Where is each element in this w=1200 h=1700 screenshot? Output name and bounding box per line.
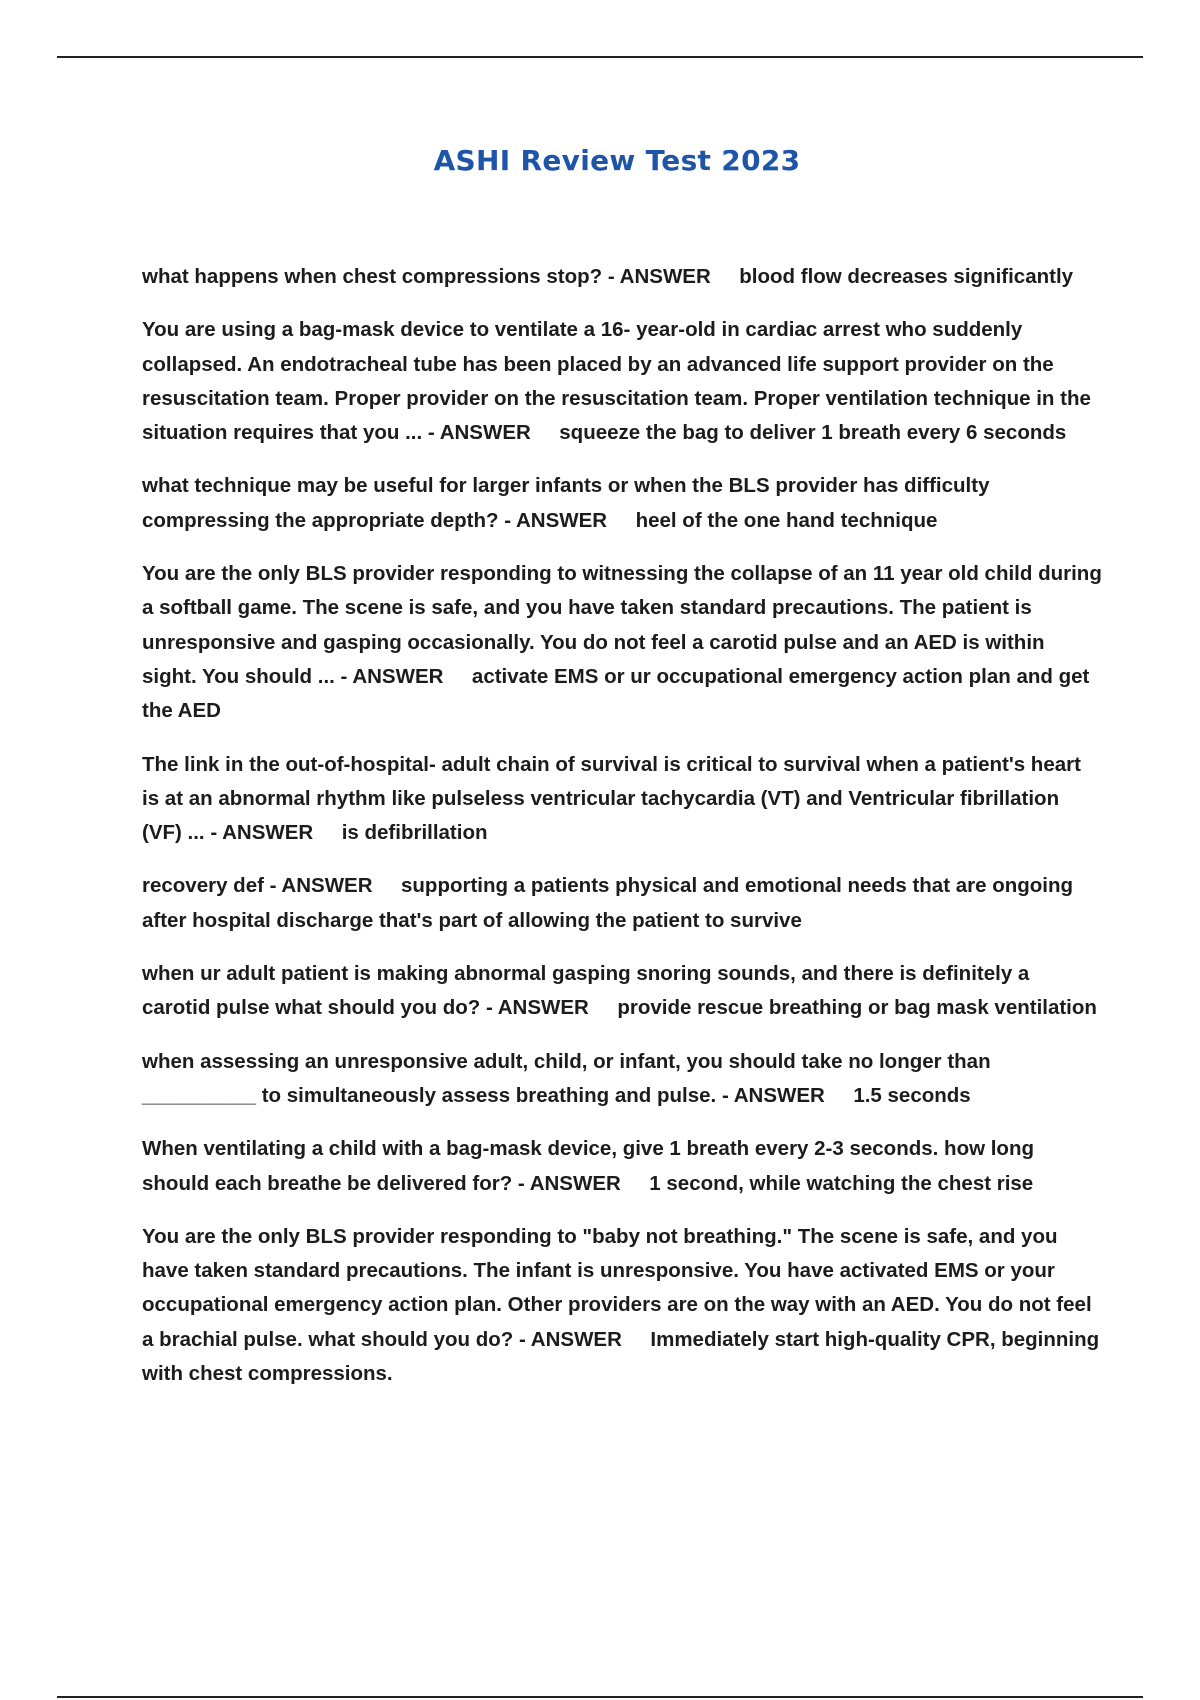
answer-marker: ANSWER [222, 821, 314, 845]
question-text: The link in the out-of-hospital- adult chain of survival is critical to survival when a patient's heart is at an abnormal rhythm like pulseless ventricular tachycardia (VT) and Ventricular fibrillation (VF) ... [142, 752, 1081, 845]
qa-item: when ur adult patient is making abnormal gasping snoring sounds, and there is definitely a carotid pulse what should you do? - ANSWER provide rescue breathing or bag mask ventilation [142, 962, 1097, 1020]
question-text: You are the only BLS provider responding to "baby not breathing." The scene is safe, and you have taken standard precautions. The infant is unresponsive. You have activated EMS or your occupational emergency action plan. Other providers are on the way with an AED. You do not feel a brachial pulse. what should you do? [142, 1224, 1092, 1351]
bottom-rule [57, 1696, 1143, 1698]
question-text: You are the only BLS provider responding to witnessing the collapse of an 11 year old child during a softball game. The scene is safe, and you have taken standard precautions. The patient is unresponsive and gasping occasionally. You do not feel a carotid pulse and an AED is within sight. You should ... [142, 562, 1102, 688]
answer-marker: ANSWER [530, 1327, 622, 1351]
qa-item: recovery def - ANSWER supporting a patients physical and emotional needs that are ongoing after hospital discharge that's part of allowing the patient to survive [142, 874, 1074, 932]
document-title: ASHI Review Test 2023 [433, 144, 801, 177]
question-text: You are using a bag-mask device to ventilate a 16- year-old in cardiac arrest who suddenly collapsed. An endotracheal tube has been placed by an advanced life support provider on the resuscitation team. Proper provider on the resuscitation team. Proper ventilation technique in the situation requires that you ... [142, 318, 1091, 445]
qa-item: When ventilating a child with a bag-mask device, give 1 breath every 2-3 seconds. how long should each breathe be delivered for? - ANSWER 1 second, while watching the chest rise [142, 1137, 1034, 1195]
qa-item: what technique may be useful for larger infants or when the BLS provider has difficulty compressing the appropriate depth? - ANSWER heel of the one hand technique [142, 474, 990, 532]
answer-text: 1 second, while watching the chest rise [649, 1171, 1034, 1195]
qa-item: You are using a bag-mask device to ventilate a 16- year-old in cardiac arrest who suddenly collapsed. An endotracheal tube has been placed by an advanced life support provider on the resuscitation team. Proper provider on the resuscitation team. Proper ventilation technique in the situation requires that you ... - ANSWER squeeze the bag to deliver 1 breath every 6 seconds [142, 318, 1091, 445]
answer-marker: ANSWER [439, 421, 531, 445]
question-text: When ventilating a child with a bag-mask device, give 1 breath every 2-3 seconds. how long should each breathe be delivered for? [142, 1137, 1034, 1195]
question-text: when assessing an unresponsive adult, child, or infant, you should take no longer than __________ to simultaneously assess breathing and pulse. [142, 1049, 991, 1107]
top-rule [57, 56, 1143, 58]
question-text: when ur adult patient is making abnormal gasping snoring sounds, and there is definitely a carotid pulse what should you do? [142, 962, 1030, 1020]
qa-item: You are the only BLS provider responding to witnessing the collapse of an 11 year old child during a softball game. The scene is safe, and you have taken standard precautions. The patient is unresponsive and gasping occasionally. You do not feel a carotid pulse and an AED is within sight. You should ... - ANSWER activate EMS or ur occupational emergency action plan and get the AED [142, 562, 1102, 723]
question-text: what technique may be useful for larger infants or when the BLS provider has difficulty compressing the appropriate depth? [142, 474, 990, 532]
answer-text: 1.5 seconds [853, 1083, 971, 1107]
qa-item: The link in the out-of-hospital- adult chain of survival is critical to survival when a patient's heart is at an abnormal rhythm like pulseless ventricular tachycardia (VT) and Ventricular fibrillation (VF) ... - ANSWER is defibrillation [142, 752, 1081, 845]
answer-text: activate EMS or ur occupational emergency action plan and get the AED [142, 664, 1090, 723]
question-text: what happens when chest compressions stop? [142, 265, 603, 288]
answer-text: heel of the one hand technique [635, 508, 938, 532]
answer-text: provide rescue breathing or bag mask ventilation [617, 996, 1097, 1020]
answer-marker: ANSWER [281, 874, 373, 898]
qa-item: when assessing an unresponsive adult, child, or infant, you should take no longer than __________ to simultaneously assess breathing and pulse. - ANSWER 1.5 seconds [142, 1049, 991, 1107]
qa-item: what happens when chest compressions stop? - ANSWER blood flow decreases significantly [142, 265, 1074, 288]
answer-text: squeeze the bag to deliver 1 breath every 6 seconds [559, 421, 1067, 445]
answer-text: blood flow decreases significantly [739, 265, 1074, 288]
answer-marker: ANSWER [497, 996, 589, 1020]
answer-text: is defibrillation [341, 821, 488, 845]
qa-item: You are the only BLS provider responding to "baby not breathing." The scene is safe, and you have taken standard precautions. The infant is unresponsive. You have activated EMS or your occupational emergency action plan. Other providers are on the way with an AED. You do not feel a brachial pulse. what should you do? - ANSWER Immediately start high-quality CPR, beginning with chest compressions. [142, 1224, 1100, 1386]
answer-marker: ANSWER [516, 508, 608, 532]
qa-list [142, 260, 1102, 1410]
answer-text: Immediately start high-quality CPR, beginning with chest compressions. [142, 1327, 1100, 1386]
answer-marker: ANSWER [619, 265, 711, 288]
answer-marker: ANSWER [733, 1083, 825, 1107]
answer-marker: ANSWER [529, 1171, 621, 1195]
answer-text: supporting a patients physical and emotional needs that are ongoing after hospital discharge that's part of allowing the patient to survive [142, 874, 1074, 932]
question-text: recovery def [142, 874, 264, 898]
answer-marker: ANSWER [352, 664, 444, 688]
